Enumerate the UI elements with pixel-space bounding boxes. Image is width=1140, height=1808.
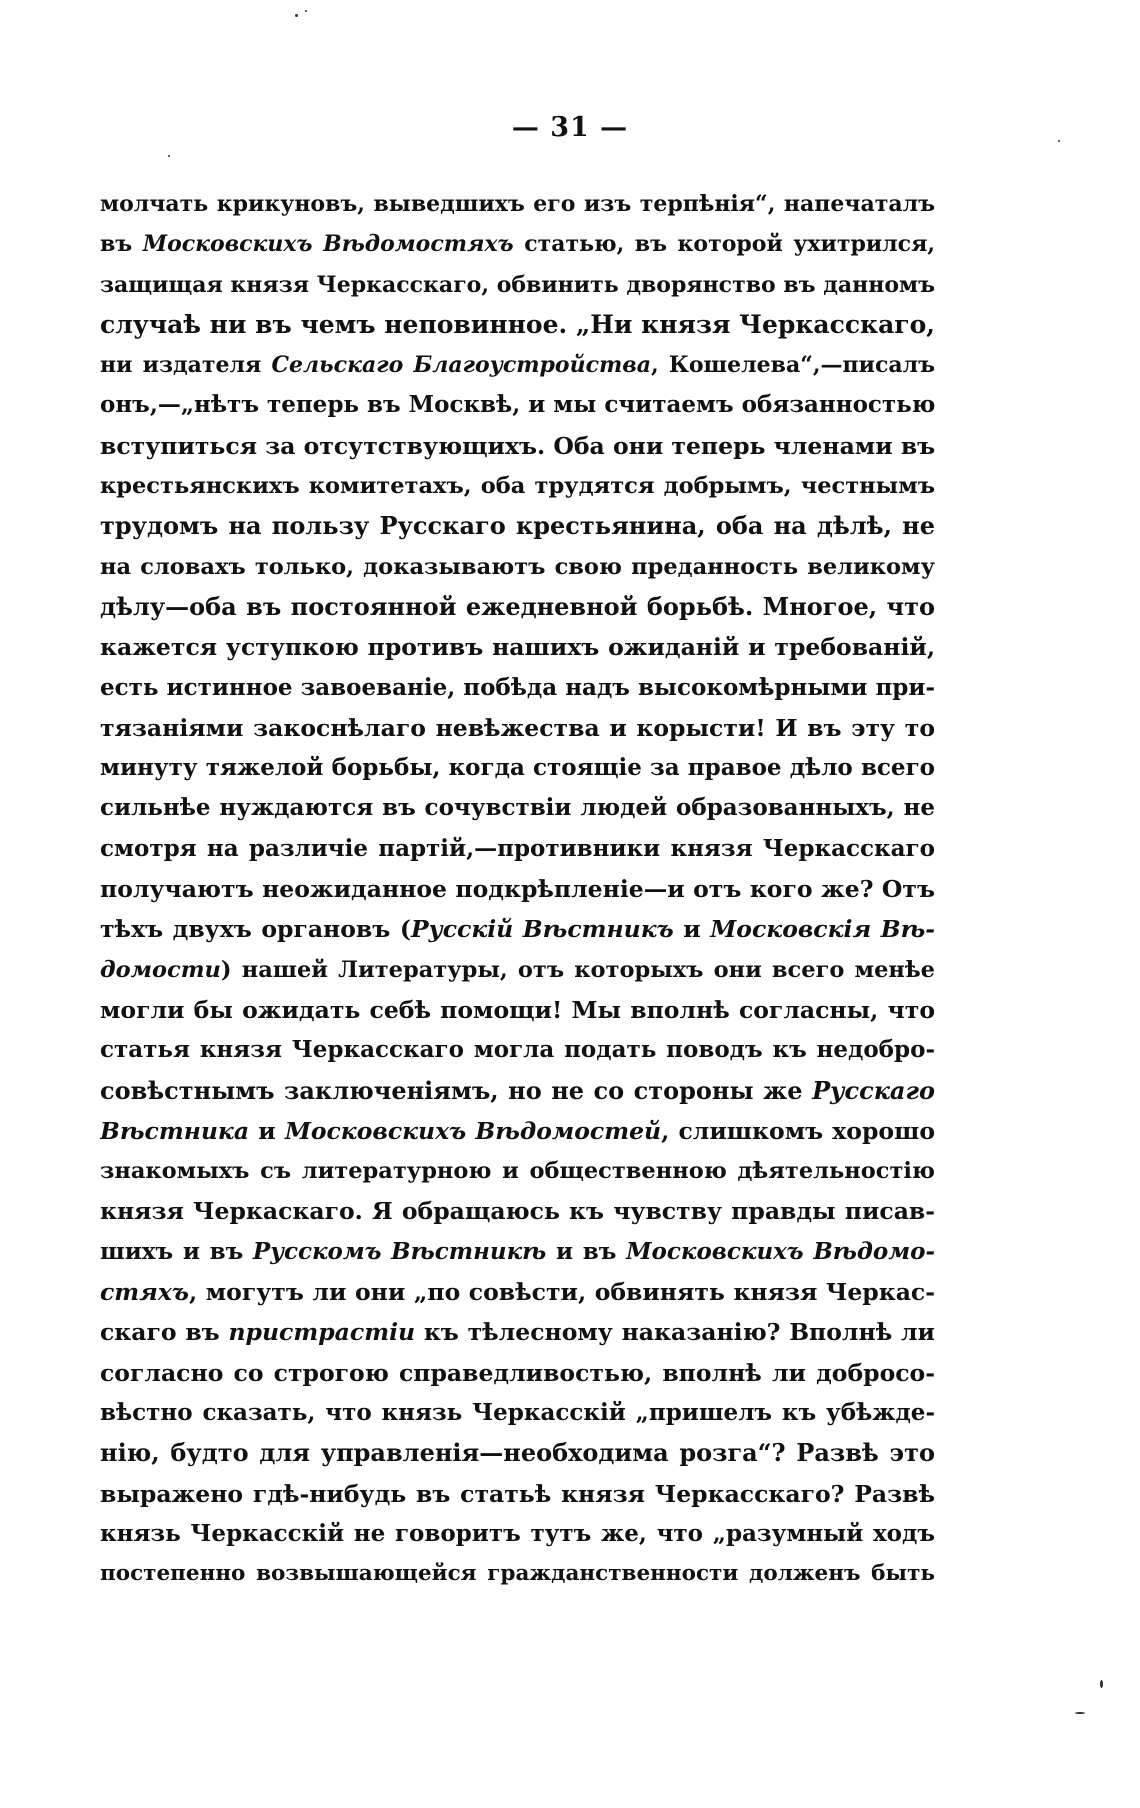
text-line	[100, 748, 935, 788]
text-line	[100, 426, 935, 466]
text-line	[100, 547, 935, 587]
text-line	[100, 668, 935, 708]
text-segment: на словахъ только, доказываютъ свою преданность великому	[100, 553, 935, 580]
text-segment: могли бы ожидать себѣ помощи! Мы вполнѣ согласны, что	[100, 995, 935, 1024]
text-line	[100, 1514, 935, 1554]
text-segment: князь Черкасскій не говоритъ тутъ же, что „разумный ходъ	[100, 1519, 935, 1547]
scan-speck	[168, 155, 170, 157]
text-segment: князя Черкаскаго. Я обращаюсь къ чувству правды писав-	[100, 1197, 935, 1226]
text-line	[100, 909, 935, 949]
text-segment: , слишкомъ хорошо	[661, 1116, 935, 1145]
text-segment: , Кошелева“,—писалъ	[650, 352, 935, 379]
text-segment: постепенно возвышающейся гражданственности долженъ быть	[100, 1561, 935, 1587]
text-segment: трудомъ на пользу Русскаго крестьянина, оба на дѣлѣ, не	[100, 511, 935, 541]
text-segment: дѣлу—оба въ постоянной ежедневной борьбѣ. Многое, что	[100, 591, 935, 621]
italic-title-text: Вѣстника	[100, 1116, 250, 1145]
text-line	[100, 627, 935, 667]
text-segment: статью, въ которой ухитрился,	[513, 231, 935, 258]
scan-speck	[305, 10, 307, 12]
italic-title-text: Московскихъ Вѣдомостей	[284, 1116, 662, 1145]
text-line	[100, 869, 935, 909]
text-line	[100, 990, 935, 1030]
text-line	[100, 184, 935, 224]
text-line	[100, 506, 935, 546]
text-segment: и	[249, 1116, 285, 1145]
scan-speck	[1075, 1712, 1085, 1714]
text-segment: ) нашей Литературы, отъ которыхъ они всего менѣе	[220, 956, 935, 983]
text-line	[100, 1312, 935, 1352]
text-segment: знакомыхъ съ литературною и общественною дѣятельностію	[100, 1158, 935, 1185]
text-line	[100, 1111, 935, 1151]
text-line	[100, 305, 935, 345]
scan-speck	[295, 14, 298, 17]
italic-title-text: домости	[100, 956, 221, 983]
text-line	[100, 708, 935, 748]
text-line	[100, 385, 935, 425]
italic-title-text: Московскихъ Вѣдомо-	[626, 1237, 935, 1265]
scan-speck	[1100, 1680, 1103, 1688]
text-line	[100, 265, 935, 305]
text-segment: онъ,—„нѣтъ теперь въ Москвѣ, и мы считаемъ обязанностью	[100, 391, 935, 419]
text-segment: вѣстно сказать, что князь Черкасскій „пришелъ къ убѣжде-	[100, 1398, 935, 1426]
text-segment: и въ	[546, 1237, 627, 1265]
italic-title-text: Русскомъ Вѣстникѣ	[252, 1237, 547, 1265]
text-line	[100, 1232, 935, 1272]
text-segment: вступиться за отсутствующихъ. Оба они теперь членами въ	[100, 431, 935, 460]
text-line	[100, 224, 935, 264]
text-line	[100, 1554, 935, 1594]
text-segment: смотря на различіе партій,—противники князя Черкасскаго	[100, 834, 935, 862]
italic-title-text: Русскаго	[812, 1075, 935, 1105]
text-segment: къ тѣлесному наказанію? Вполнѣ ли	[415, 1318, 935, 1347]
text-segment: въ	[100, 231, 143, 258]
text-segment: тѣхъ двухъ органовъ (	[100, 915, 411, 944]
text-segment: крестьянскихъ комитетахъ, оба трудятся добрымъ, честнымъ	[100, 473, 935, 500]
text-segment: ни издателя	[100, 352, 272, 379]
text-line	[100, 788, 935, 828]
text-segment: сильнѣе нуждаются въ сочувствіи людей образованныхъ, не	[100, 794, 935, 822]
text-segment: минуту тяжелой борьбы, когда стоящіе за правое дѣло всего	[100, 754, 935, 782]
text-segment: скаго въ	[100, 1318, 229, 1347]
text-segment: согласно со строгою справедливостью, вполнѣ ли добросо-	[100, 1358, 935, 1387]
page-number: — 31 —	[511, 112, 629, 143]
text-segment: совѣстнымъ заключеніямъ, но не со стороны же	[100, 1075, 813, 1105]
italic-title-text: пристрастіи	[228, 1318, 416, 1347]
text-line	[100, 1393, 935, 1433]
text-segment: выражено гдѣ-нибудь въ статьѣ князя Черкасскаго? Развѣ	[100, 1479, 935, 1508]
text-line	[100, 1272, 935, 1312]
text-segment: и	[673, 915, 711, 944]
body-text	[100, 184, 935, 1594]
text-line	[100, 1071, 935, 1111]
text-line	[100, 1191, 935, 1231]
text-line	[100, 466, 935, 506]
italic-title-text: Сельскаго Благоустройства	[271, 352, 651, 379]
text-segment: молчать крикуновъ, выведшихъ его изъ терпѣнія“, напечаталъ	[100, 191, 935, 217]
text-line	[100, 587, 935, 627]
text-segment: кажется уступкою противъ нашихъ ожиданій и требованій,	[100, 633, 935, 662]
italic-title-text: Московскія Вѣ-	[710, 915, 935, 944]
italic-title-text: Русскій Вѣстникъ	[410, 915, 674, 944]
text-line	[100, 829, 935, 869]
text-line	[100, 345, 935, 385]
text-segment: , могутъ ли они „по совѣсти, обвинять князя Черкас-	[188, 1278, 935, 1307]
text-segment: получаютъ неожиданное подкрѣпленіе—и отъ кого же? Отъ	[100, 875, 935, 904]
text-line	[100, 1353, 935, 1393]
text-line	[100, 1030, 935, 1070]
text-segment: шихъ и въ	[100, 1237, 253, 1265]
text-segment: тязаніями закоснѣлаго невѣжества и корысти! И въ эту то	[100, 713, 935, 742]
scan-speck	[1058, 140, 1060, 142]
text-segment: защищая князя Черкасскаго, обвинить дворянство въ данномъ	[100, 271, 935, 298]
text-line	[100, 950, 935, 990]
text-line	[100, 1433, 935, 1473]
text-segment: есть истинное завоеваніе, побѣда надъ высокомѣрными при-	[100, 673, 935, 701]
text-segment: случаѣ ни въ чемъ неповинное. „Ни князя Черкасскаго,	[100, 309, 935, 339]
text-line	[100, 1151, 935, 1191]
text-line	[100, 1474, 935, 1514]
text-segment: статья князя Черкасскаго могла подать поводъ къ недобро-	[100, 1036, 935, 1064]
italic-title-text: стяхъ	[100, 1278, 189, 1307]
italic-title-text: Московскихъ Вѣдомостяхъ	[142, 231, 514, 258]
text-segment: нію, будто для управленія—необходима розга“? Развѣ это	[100, 1438, 935, 1468]
